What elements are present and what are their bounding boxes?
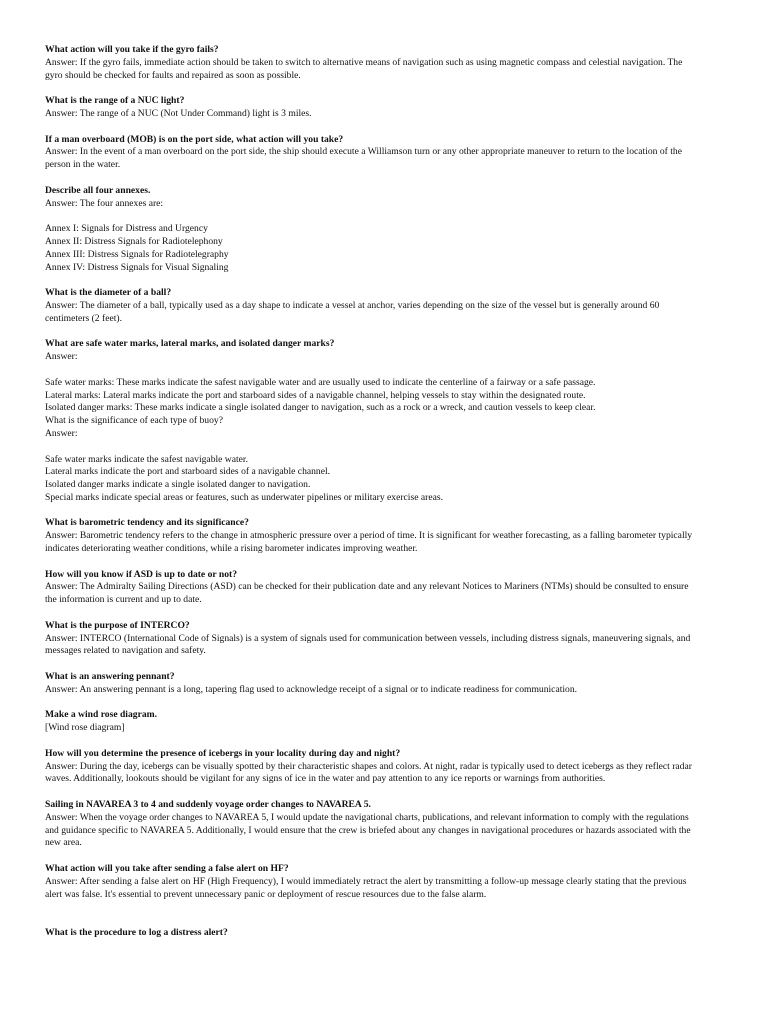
answer-line: indicates deteriorating weather conditions, while a rising barometer indicates improving weather. xyxy=(45,543,418,555)
answer-line: Answer: In the event of a man overboard on the port side, the ship should execute a Williamson turn or any other appropriate maneuver to return to the location of the xyxy=(45,146,682,158)
answer-line: Answer: When the voyage order changes to NAVAREA 5, I would update the navigational charts, publications, and relevant information to comply with the regulations xyxy=(45,811,689,823)
answer-line: Answer: During the day, icebergs can be visually spotted by their characteristic shapes and colors. At night, radar is typically used to detect icebergs as they reflect radar xyxy=(45,760,692,772)
answer-line: [Wind rose diagram] xyxy=(45,722,125,734)
question-heading: If a man overboard (MOB) is on the port side, what action will you take? xyxy=(45,133,344,145)
qa-block xyxy=(45,338,725,504)
blank-line xyxy=(45,210,725,223)
answer-line: waves. Additionally, lookouts should be vigilant for any signs of ice in the water and pay attention to any ice reports or warnings from authorities. xyxy=(45,773,606,785)
paragraph-gap xyxy=(45,172,725,185)
document-page xyxy=(45,44,725,940)
answer-line: person in the water. xyxy=(45,159,121,171)
question-heading: Describe all four annexes. xyxy=(45,184,151,196)
answer-line: centimeters (2 feet). xyxy=(45,312,122,324)
question-heading: What is the procedure to log a distress alert? xyxy=(45,926,228,938)
question-heading: What action will you take after sending a false alert on HF? xyxy=(45,863,289,874)
qa-block xyxy=(45,517,725,555)
paragraph-gap xyxy=(45,850,725,863)
qa-block xyxy=(45,748,725,786)
answer-line: the information is current and up to date. xyxy=(45,594,202,606)
question-heading: What action will you take if the gyro fails? xyxy=(45,44,219,55)
answer-line: Safe water marks: These marks indicate the safest navigable water and are usually used to indicate the centerline of a fairway or a safe passage. xyxy=(45,376,596,388)
qa-block xyxy=(45,799,725,850)
qa-block xyxy=(45,620,725,658)
answer-line: Answer: xyxy=(45,427,78,439)
question-heading: How will you know if ASD is up to date or not? xyxy=(45,568,237,580)
paragraph-gap xyxy=(45,607,725,620)
answer-line: Annex II: Distress Signals for Radiotelephony xyxy=(45,235,223,247)
paragraph-gap xyxy=(45,121,725,134)
paragraph-gap xyxy=(45,274,725,287)
answer-line: Lateral marks indicate the port and starboard sides of a navigable channel. xyxy=(45,466,331,478)
qa-block xyxy=(45,671,725,697)
paragraph-gap xyxy=(45,82,725,95)
answer-line: new area. xyxy=(45,837,82,849)
paragraph-gap xyxy=(45,505,725,518)
answer-line: Answer: After sending a false alert on HF (High Frequency), I would immediately retract the alert by transmitting a follow-up message clearly stating that the previous xyxy=(45,875,687,887)
answer-line: Safe water marks indicate the safest navigable water. xyxy=(45,453,248,465)
qa-block xyxy=(45,863,725,901)
answer-line: Answer: INTERCO (International Code of Signals) is a system of signals used for communication between vessels, including distress signals, maneuvering signals, and xyxy=(45,632,691,644)
question-heading: What is barometric tendency and its significance? xyxy=(45,517,249,529)
question-heading: What is the range of a NUC light? xyxy=(45,95,185,107)
qa-block xyxy=(45,95,725,121)
answer-line: Answer: The Admiralty Sailing Directions (ASD) can be checked for their publication date and any relevant Notices to Mariners (NTMs) should be consulted to ensure xyxy=(45,581,689,593)
answer-line: Special marks indicate special areas or features, such as underwater pipelines or military exercise areas. xyxy=(45,491,443,503)
question-heading: What is the purpose of INTERCO? xyxy=(45,619,190,631)
question-heading: What are safe water marks, lateral marks, and isolated danger marks? xyxy=(45,338,335,350)
answer-line: Isolated danger marks indicate a single isolated danger to navigation. xyxy=(45,479,311,491)
paragraph-gap xyxy=(45,556,725,569)
answer-line: Answer: An answering pennant is a long, tapering flag used to acknowledge receipt of a signal or to indicate readiness for communication. xyxy=(45,683,578,695)
qa-block xyxy=(45,185,725,275)
paragraph-gap xyxy=(45,735,725,748)
paragraph-gap xyxy=(45,786,725,799)
answer-line: What is the significance of each type of buoy? xyxy=(45,415,223,427)
question-heading: What is the diameter of a ball? xyxy=(45,287,172,299)
qa-block xyxy=(45,134,725,172)
blank-line xyxy=(45,364,725,377)
answer-line: Answer: The diameter of a ball, typically used as a day shape to indicate a vessel at anchor, varies depending on the size of the vessel but is generally around 60 xyxy=(45,299,660,311)
paragraph-gap xyxy=(45,697,725,710)
answer-line: Answer: The four annexes are: xyxy=(45,197,164,209)
answer-line: Annex I: Signals for Distress and Urgency xyxy=(45,223,208,235)
question-heading: Sailing in NAVAREA 3 to 4 and suddenly voyage order changes to NAVAREA 5. xyxy=(45,799,371,811)
question-heading: Make a wind rose diagram. xyxy=(45,709,158,721)
answer-line: Annex IV: Distress Signals for Visual Signaling xyxy=(45,261,229,273)
answer-line: Answer: Barometric tendency refers to the change in atmospheric pressure over a period of time. It is significant for weather forecasting, as a falling barometer typically xyxy=(45,530,693,542)
answer-line: Answer: The range of a NUC (Not Under Command) light is 3 miles. xyxy=(45,107,312,119)
paragraph-gap xyxy=(45,901,725,927)
paragraph-gap xyxy=(45,326,725,339)
answer-line: alert was false. It's essential to prevent unnecessary panic or deployment of rescue resources due to the false alarm. xyxy=(45,888,487,900)
answer-line: Answer: xyxy=(45,351,78,363)
answer-line: Lateral marks: Lateral marks indicate the port and starboard sides of a navigable channel, helping vessels to stay within the designated route. xyxy=(45,389,586,401)
qa-block xyxy=(45,44,725,82)
answer-line: gyro should be checked for faults and repaired as soon as possible. xyxy=(45,69,301,81)
blank-line xyxy=(45,441,725,454)
qa-block xyxy=(45,569,725,607)
answer-line: Answer: If the gyro fails, immediate action should be taken to switch to alternative means of navigation such as using magnetic compass and celestial navigation. The xyxy=(45,56,683,68)
answer-line: Isolated danger marks: These marks indicate a single isolated danger to navigation, such as a rock or a wreck, and caution vessels to keep clear. xyxy=(45,402,596,414)
answer-line: messages related to navigation and safety. xyxy=(45,645,206,657)
qa-block xyxy=(45,709,725,735)
qa-block xyxy=(45,927,725,940)
qa-block xyxy=(45,287,725,325)
paragraph-gap xyxy=(45,658,725,671)
question-heading: What is an answering pennant? xyxy=(45,671,175,683)
answer-line: Annex III: Distress Signals for Radiotelegraphy xyxy=(45,248,229,260)
answer-line: and guidance specific to NAVAREA 5. Additionally, I would ensure that the crew is briefed about any changes in navigational procedures or hazards associated with the xyxy=(45,824,691,836)
question-heading: How will you determine the presence of icebergs in your locality during day and night? xyxy=(45,747,401,759)
